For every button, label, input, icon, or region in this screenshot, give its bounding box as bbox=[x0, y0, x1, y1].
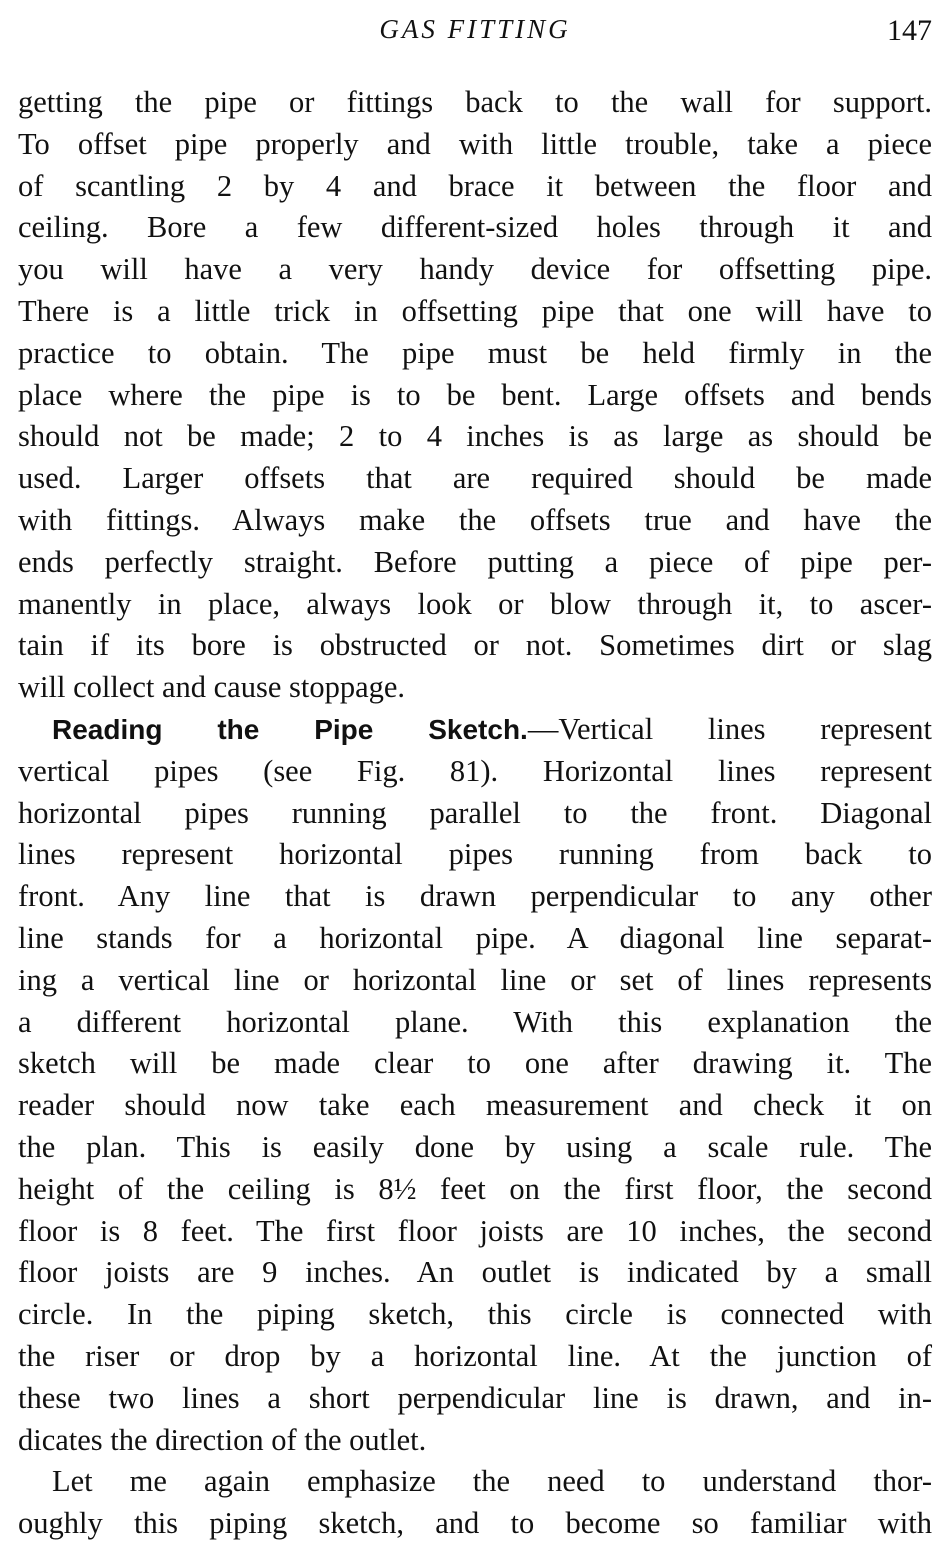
text-line: oughly this piping sketch, and to become so familiar with bbox=[18, 1506, 932, 1541]
text-line: ing a vertical line or horizontal line or set of lines represents bbox=[18, 962, 932, 997]
text-line: floor joists are 9 inches. An outlet is indicated by a small bbox=[18, 1255, 932, 1290]
running-title: GAS FITTING bbox=[379, 14, 571, 44]
text-line: ceiling. Bore a few different-sized holes through it and bbox=[18, 210, 932, 245]
paragraph-offsetting-pipe bbox=[18, 82, 932, 709]
text-line: height of the ceiling is 8½ feet on the first floor, the second bbox=[18, 1171, 932, 1206]
paragraph-reading-pipe-sketch bbox=[18, 709, 932, 1461]
text-line: To offset pipe properly and with little trouble, take a piece bbox=[18, 126, 932, 161]
text-line: practice to obtain. The pipe must be held firmly in the bbox=[18, 335, 932, 370]
text-line: Let me again emphasize the need to understand thor- bbox=[52, 1464, 932, 1499]
section-heading: Reading the Pipe Sketch. bbox=[52, 713, 528, 745]
running-header bbox=[18, 14, 932, 54]
text-line: with fittings. Always make the offsets true and have the bbox=[18, 502, 932, 537]
text-line: There is a little trick in offsetting pipe that one will have to bbox=[18, 293, 932, 328]
text-line: vertical pipes (see Fig. 81). Horizontal lines represent bbox=[18, 753, 932, 788]
text-line bbox=[18, 709, 932, 751]
text-line: place where the pipe is to be bent. Large offsets and bends bbox=[18, 377, 932, 412]
text-line: you will have a very handy device for offsetting pipe. bbox=[18, 252, 932, 287]
text-line: manently in place, always look or blow through it, to ascer- bbox=[18, 586, 932, 621]
text-line: a different horizontal plane. With this explanation the bbox=[18, 1004, 932, 1039]
text-line: these two lines a short perpendicular line is drawn, and in- bbox=[18, 1380, 932, 1415]
text-line: will collect and cause stoppage. bbox=[18, 670, 406, 705]
text-line: tain if its bore is obstructed or not. Sometimes dirt or slag bbox=[18, 628, 932, 663]
text-line: front. Any line that is drawn perpendicular to any other bbox=[18, 879, 932, 914]
page-number: 147 bbox=[887, 14, 932, 47]
text-line: dicates the direction of the outlet. bbox=[18, 1422, 427, 1457]
text-line: floor is 8 feet. The first floor joists are 10 inches, the second bbox=[18, 1213, 932, 1248]
text-line: horizontal pipes running parallel to the front. Diagonal bbox=[18, 795, 932, 830]
text-line: sketch will be made clear to one after drawing it. The bbox=[18, 1046, 932, 1081]
paragraph-emphasis bbox=[18, 1461, 932, 1545]
text-line: should not be made; 2 to 4 inches is as large as should be bbox=[18, 419, 932, 454]
text-line: reader should now take each measurement and check it on bbox=[18, 1088, 932, 1123]
text-line: circle. In the piping sketch, this circle is connected with bbox=[18, 1297, 932, 1332]
text-line: used. Larger offsets that are required should be made bbox=[18, 461, 932, 496]
text-line: lines represent horizontal pipes running from back to bbox=[18, 837, 932, 872]
text-line: getting the pipe or fittings back to the wall for support. bbox=[18, 85, 932, 119]
text-line: line stands for a horizontal pipe. A diagonal line separat- bbox=[18, 920, 932, 955]
text-line: ends perfectly straight. Before putting a piece of pipe per- bbox=[18, 544, 932, 579]
text-line: the riser or drop by a horizontal line. At the junction of bbox=[18, 1338, 932, 1373]
text-line: of scantling 2 by 4 and brace it between the floor and bbox=[18, 168, 932, 203]
body-text bbox=[18, 82, 932, 1545]
heading-line-rest: —Vertical lines represent bbox=[527, 711, 932, 746]
text-line: the plan. This is easily done by using a scale rule. The bbox=[18, 1129, 932, 1164]
